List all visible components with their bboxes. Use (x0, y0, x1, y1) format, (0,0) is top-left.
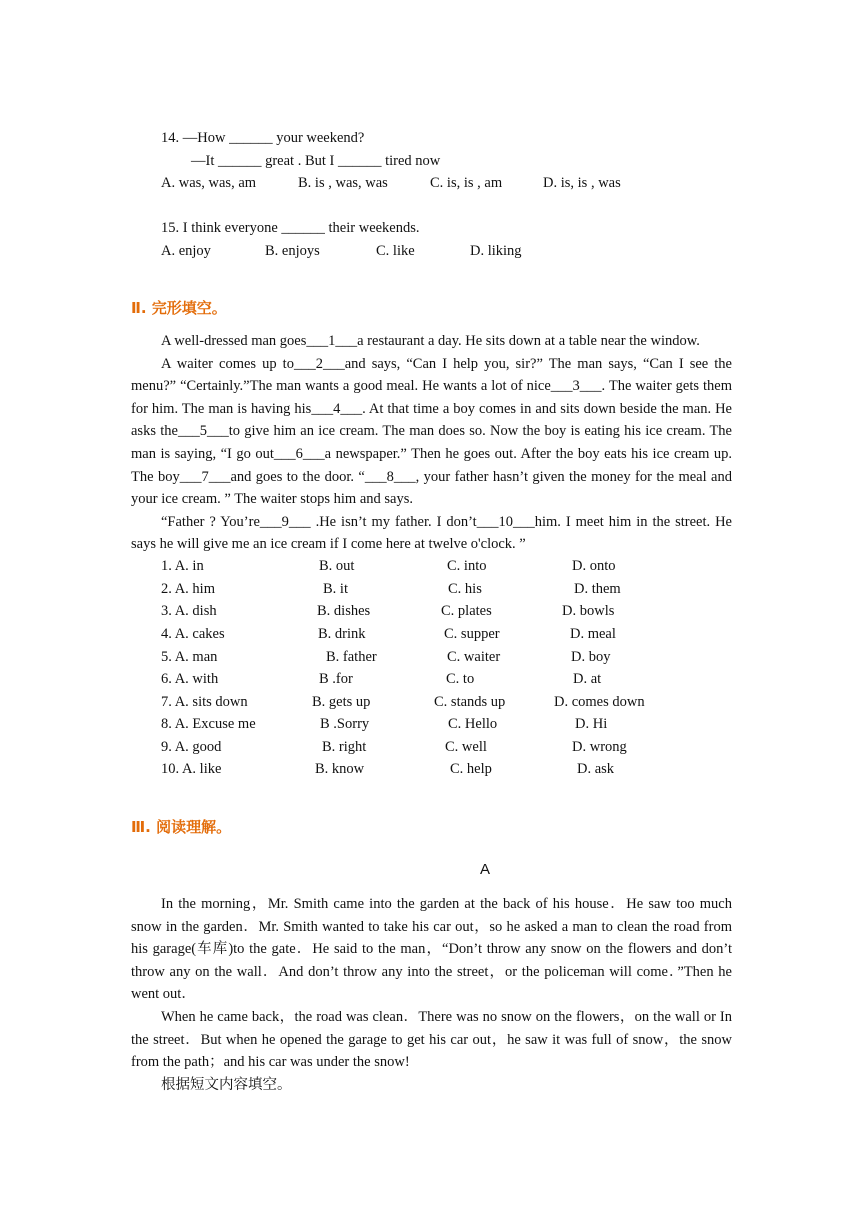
option-1b: B. out (319, 558, 355, 574)
option-2d: D. them (574, 581, 621, 597)
q15-option-c: C. like (376, 243, 415, 259)
option-7c: C. stands up (434, 694, 506, 710)
reading-paragraph-2: When he came back，the road was clean．There was no snow on the flowers，on the wall or In the street．But when he opened the garage to get his car out，he saw it was full of snow，the snow from the path；and his car was under the snow! (131, 1008, 732, 1071)
q15-stem: 15. I think everyone ______ their weekends. (161, 220, 420, 236)
reading-paragraph-1: In the morning，Mr. Smith came into the garden at the back of his house．He saw too much snow in the garden．Mr. Smith wanted to take his car out，so he asked a man to clean the road from his garage(车库)to the gate．He said to the man，“Don’t throw any snow on the flowers and don’t throw any on the wall．And don’t throw any into the street，or the policeman will come．”Then he went out． (131, 896, 732, 1003)
option-9a: 9. A. good (161, 739, 222, 755)
option-4a: 4. A. cakes (161, 626, 225, 642)
passage-title: A (479, 861, 490, 878)
option-1d: D. onto (572, 558, 616, 574)
option-10d: D. ask (577, 761, 615, 777)
option-7a: 7. A. sits down (161, 694, 248, 710)
option-4c: C. supper (444, 626, 500, 642)
cloze-paragraph-3: “Father ? You’re___9___ .He isn’t my father. I don’t___10___him. I meet him in the street. He says he will give me an ice cream if I come here at twelve o'clock. ” (131, 513, 732, 553)
option-9d: D. wrong (572, 739, 627, 755)
option-5a: 5. A. man (161, 649, 218, 665)
option-7d: D. comes down (554, 694, 645, 710)
option-4b: B. drink (318, 626, 366, 642)
option-3b: B. dishes (317, 603, 371, 619)
option-8b: B .Sorry (320, 716, 370, 732)
option-6a: 6. A. with (161, 671, 219, 687)
q15-option-b: B. enjoys (265, 243, 320, 259)
reading-instruction: 根据短文内容填空。 (161, 1076, 292, 1093)
cloze-paragraph-2: A waiter comes up to___2___and says, “Can I help you, sir?” The man says, “Can I see the menu?” “Certainly.”The man wants a good meal. He wants a lot of nice___3___. The waiter gets them for him. The man is having his___4___. At that time a boy comes in and sits down beside the man. He asks the___5___to give him an ice cream. The man does so. Now the boy is eating his ice cream. The man is saying, “I go out___6___a newspaper.” Then he goes out. After the boy eats his ice cream up. The boy___7___and goes to the door. “___8___, your father hasn’t given the money for the meal and your ice cream. ” The waiter stops him and says. (131, 355, 732, 508)
option-5c: C. waiter (447, 649, 501, 665)
option-3d: D. bowls (562, 603, 615, 619)
q14-stem-2: —It ______ great . But I ______ tired now (191, 153, 441, 169)
q14-stem-1: 14. —How ______ your weekend? (161, 130, 365, 146)
q15-option-a: A. enjoy (161, 243, 211, 259)
option-3a: 3. A. dish (161, 603, 217, 619)
option-2b: B. it (323, 581, 348, 597)
section-2-heading: Ⅱ. 完形填空。 (131, 299, 227, 317)
q14-option-b: B. is , was, was (298, 175, 388, 191)
option-8a: 8. A. Excuse me (161, 716, 256, 732)
option-6d: D. at (573, 671, 602, 687)
option-10a: 10. A. like (161, 761, 222, 777)
q14-option-d: D. is, is , was (543, 175, 621, 191)
option-6b: B .for (319, 671, 353, 687)
option-10c: C. help (450, 761, 492, 777)
option-8d: D. Hi (575, 716, 608, 732)
cloze-paragraph-1: A well-dressed man goes___1___a restaurant a day. He sits down at a table near the window. (161, 333, 700, 349)
option-10b: B. know (315, 761, 365, 777)
cloze-passage (131, 330, 732, 556)
option-2c: C. his (448, 581, 482, 597)
option-3c: C. plates (441, 603, 492, 619)
q15-option-d: D. liking (470, 243, 522, 259)
option-5d: D. boy (571, 649, 611, 665)
option-9b: B. right (322, 739, 367, 755)
option-1c: C. into (447, 558, 487, 574)
q14-option-c: C. is, is , am (430, 175, 503, 191)
option-4d: D. meal (570, 626, 616, 642)
option-9c: C. well (445, 739, 487, 755)
section-3-heading: Ⅲ. 阅读理解。 (131, 818, 232, 836)
option-8c: C. Hello (448, 716, 498, 732)
option-7b: B. gets up (312, 694, 371, 710)
option-6c: C. to (446, 671, 475, 687)
option-1a: 1. A. in (161, 558, 204, 574)
option-5b: B. father (326, 649, 377, 665)
reading-passage (131, 893, 732, 1096)
q14-option-a: A. was, was, am (161, 175, 257, 191)
option-2a: 2. A. him (161, 581, 215, 597)
